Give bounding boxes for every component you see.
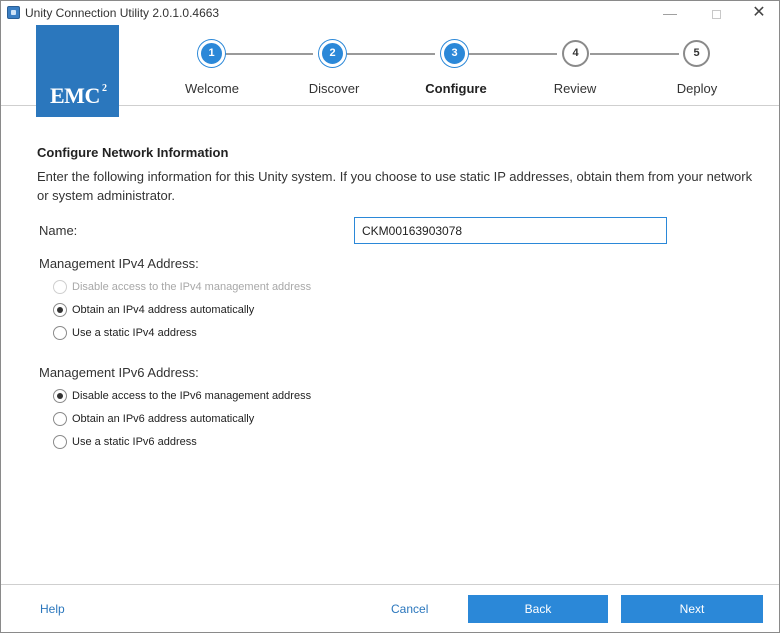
step-5-circle: 5 xyxy=(683,40,710,67)
ipv6-auto-option[interactable] xyxy=(53,411,254,427)
step-3-label: Configure xyxy=(425,81,487,96)
name-input[interactable] xyxy=(354,217,667,244)
step-connector xyxy=(590,53,679,55)
section-description: Enter the following information for this Unity system. If you choose to use static IP addresses, obtain them from your network or system administrator. xyxy=(37,169,753,203)
title-bar xyxy=(1,1,779,25)
wizard-footer xyxy=(1,584,779,632)
step-2-circle: 2 xyxy=(319,40,346,67)
wizard-header xyxy=(1,25,779,106)
next-button[interactable]: Next xyxy=(621,595,763,623)
name-label: Name: xyxy=(39,223,78,238)
ipv4-auto-radio[interactable] xyxy=(53,303,67,317)
logo-superscript: 2 xyxy=(102,83,107,94)
ipv6-static-radio[interactable] xyxy=(53,435,67,449)
step-5-label: Deploy xyxy=(676,81,718,96)
logo-text: EMC xyxy=(50,83,100,108)
ipv6-disable-label[interactable]: Disable access to the IPv6 management address xyxy=(72,390,312,402)
ipv6-static-option[interactable] xyxy=(53,434,197,450)
step-connector xyxy=(468,53,557,55)
ipv6-auto-label[interactable]: Obtain an IPv6 address automatically xyxy=(72,413,255,425)
step-1-circle: 1 xyxy=(198,40,225,67)
ipv6-auto-radio[interactable] xyxy=(53,412,67,426)
step-4-label: Review xyxy=(553,81,597,96)
ipv4-static-option[interactable] xyxy=(53,325,197,341)
help-link[interactable]: Help xyxy=(40,602,65,616)
back-button[interactable]: Back xyxy=(468,595,608,623)
ipv6-group-label: Management IPv6 Address: xyxy=(39,365,199,380)
cancel-link[interactable]: Cancel xyxy=(391,602,429,616)
ipv4-disable-option xyxy=(53,279,311,295)
step-1-label: Welcome xyxy=(185,81,239,96)
step-2-label: Discover xyxy=(308,81,360,96)
step-4-circle: 4 xyxy=(562,40,589,67)
minimize-button[interactable]: — xyxy=(663,5,677,21)
ipv4-auto-option[interactable] xyxy=(53,302,254,318)
section-title: Configure Network Information xyxy=(37,145,229,160)
ipv6-disable-option[interactable] xyxy=(53,388,311,404)
ipv4-static-radio[interactable] xyxy=(53,326,67,340)
ipv4-auto-label[interactable]: Obtain an IPv4 address automatically xyxy=(72,304,255,316)
window-title: Unity Connection Utility 2.0.1.0.4663 xyxy=(25,6,220,20)
ipv6-static-label[interactable]: Use a static IPv6 address xyxy=(72,436,197,448)
app-icon xyxy=(7,6,20,19)
ipv4-disable-radio xyxy=(53,280,67,294)
step-3-circle: 3 xyxy=(441,40,468,67)
ipv4-group-label: Management IPv4 Address: xyxy=(39,256,199,271)
ipv4-static-label[interactable]: Use a static IPv4 address xyxy=(72,327,197,339)
close-button[interactable]: ✕ xyxy=(752,4,766,21)
step-connector xyxy=(347,53,435,55)
emc-logo xyxy=(36,25,119,117)
maximize-icon xyxy=(712,10,721,19)
maximize-button[interactable] xyxy=(704,3,728,23)
step-connector xyxy=(225,53,313,55)
ipv6-disable-radio[interactable] xyxy=(53,389,67,403)
ipv4-disable-label: Disable access to the IPv4 management address xyxy=(72,281,312,293)
